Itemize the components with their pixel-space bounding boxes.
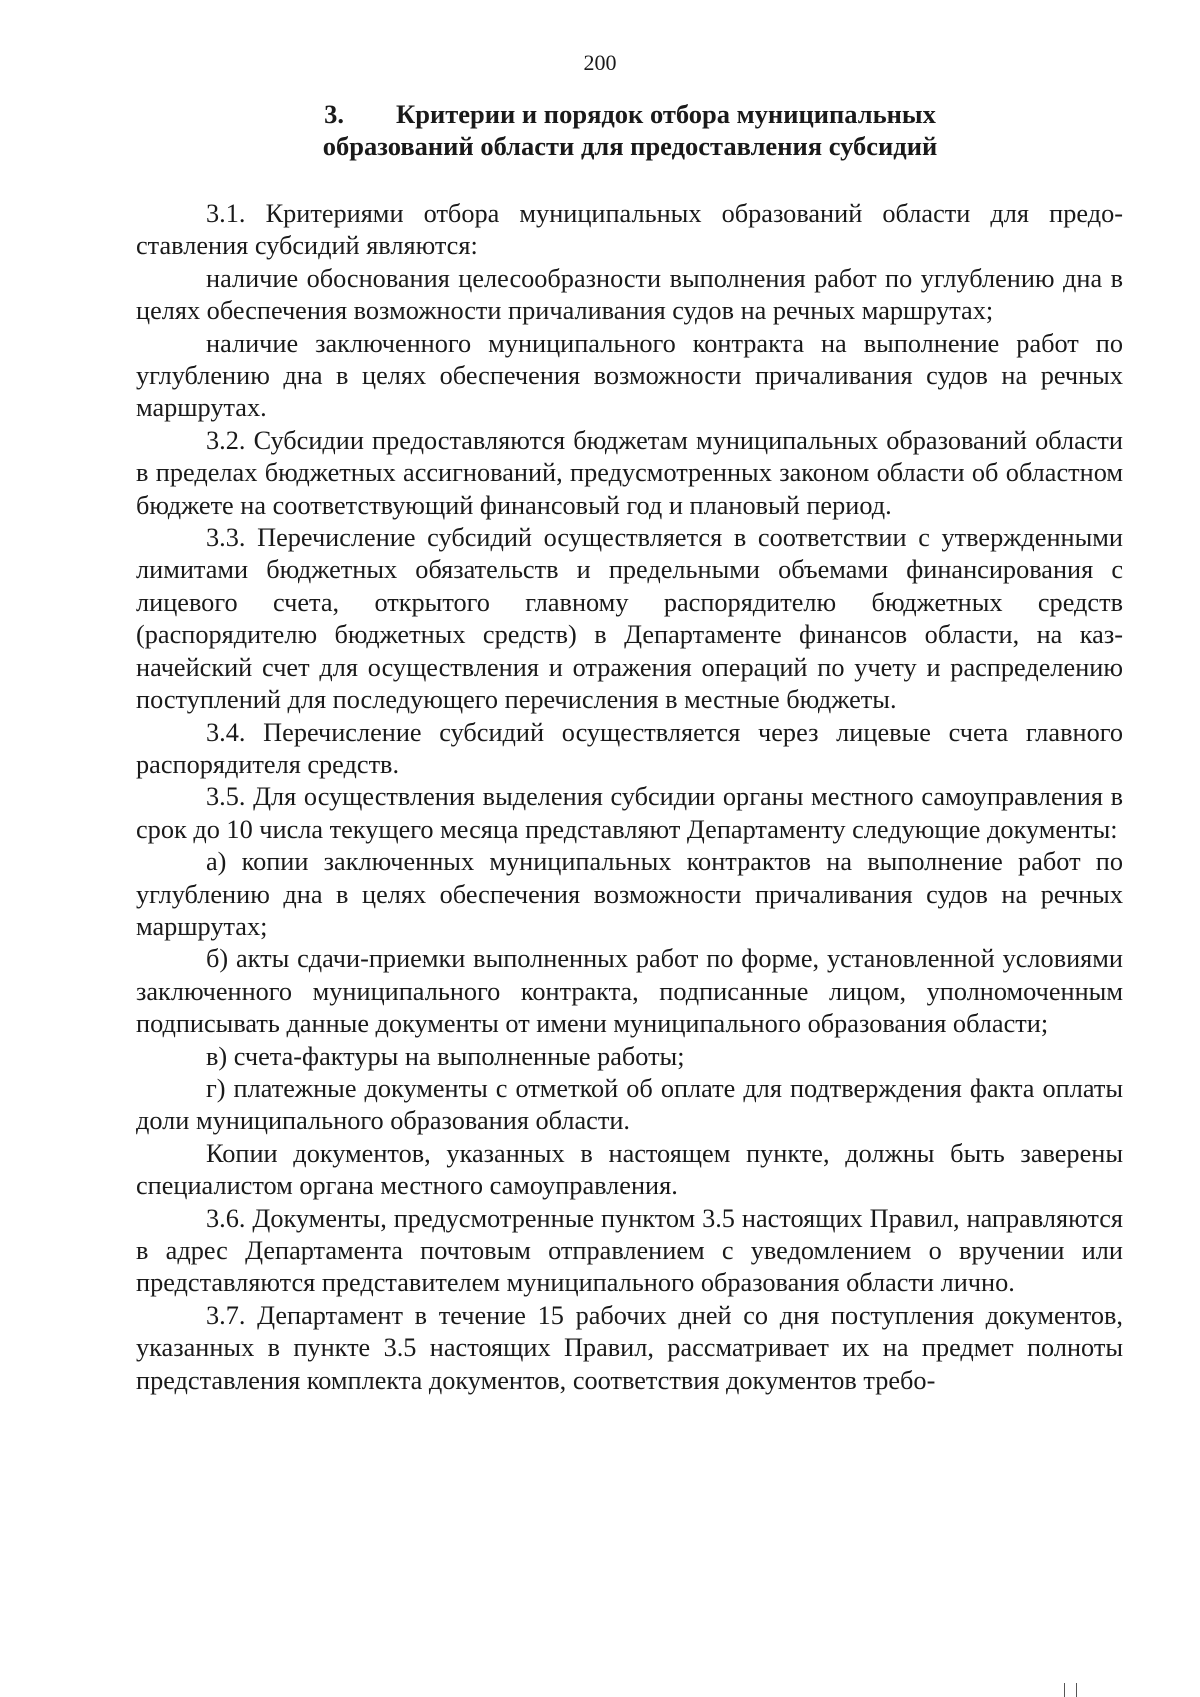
paragraph-3-5-b: б) акты сдачи-приемки выполненных работ по форме, установленной условиями заключенного муниципального контракта, подписанные лицом, уполномоченным подписывать данные документы от имени муниципального образования области; — [136, 944, 1123, 1039]
paragraph-3-5-v: в) счета-фактуры на выполненные работы; — [206, 1041, 685, 1071]
paragraph-criterion-1: наличие обоснования целесообразности выполнения работ по углублению дна в целях обеспечения возможности причаливания судов на речных маршрутах; — [136, 263, 1123, 326]
section-title-line-1 — [250, 98, 1010, 130]
section-title — [250, 98, 1010, 162]
paragraph-3-5-g: г) платежные документы с отметкой об оплате для подтверждения факта оплаты доли муниципального образования области. — [136, 1073, 1123, 1136]
paragraph-3-5-a: а) копии заключенных муниципальных контрактов на выполнение работ по углублению дна в целях обеспечения возможности причаливания судов на речных маршрутах; — [136, 847, 1123, 941]
paragraph-3-2: 3.2. Субсидии предоставляются бюджетам муниципальных образований области в пределах бюджетных ассигнований, предусмотренных законом области об областном бюджете на соответствующий финансовый год и плановый период. — [136, 425, 1123, 520]
paragraph-3-5: 3.5. Для осуществления выделения субсидии органы местного самоуправления в срок до 10 числа текущего месяца представляют Департаменту следующие документы: — [136, 782, 1123, 844]
paragraph-3-1: 3.1. Критериями отбора муниципальных образований области для предоставления субсидий являются: — [136, 199, 1123, 261]
section-title-text-1: Критерии и порядок отбора муниципальных — [396, 99, 936, 129]
paragraph-criterion-2: наличие заключенного муниципального контракта на выполнение работ по углублению дна в целях обеспечения возможности причаливания судов на речных маршрутах. — [136, 328, 1123, 423]
section-title-line-2: образований области для предоставления субсидий — [322, 131, 938, 161]
paragraph-3-3: 3.3. Перечисление субсидий осуществляется в соответствии с утвержденными лимитами бюджетных обязательств и предельными объемами финансирования с лицевого счета, открытого главному распорядителю бюджетных средств (распорядителю бюджетных средств) в Департаменте финансов области, на казначейский счет для осуществления и отражения операций по учету и распределению поступлений для последующего перечисления в местные бюджеты. — [136, 523, 1123, 715]
document-body — [136, 198, 1123, 1397]
paragraph-3-4: 3.4. Перечисление субсидий осуществляется через лицевые счета главного распорядителя средств. — [136, 717, 1123, 779]
paragraph-3-7: 3.7. Департамент в течение 15 рабочих дней со дня поступления документов, указанных в пункте 3.5 настоящих Правил, рассматривает их на предмет полноты представления комплекта документов, соответствия документов требо- — [136, 1300, 1123, 1395]
page-number: 200 — [583, 50, 617, 75]
paragraph-copies: Копии документов, указанных в настоящем пункте, должны быть заверены специалистом органа местного самоуправления. — [136, 1138, 1123, 1201]
section-number: 3. — [324, 99, 345, 129]
scan-edge-mark — [1062, 1683, 1082, 1697]
paragraph-3-6: 3.6. Документы, предусмотренные пунктом 3.5 настоящих Правил, направляются в адрес Департамента почтовым отправлением с уведомлением о вручении или представляются представителем муниципального образования области лично. — [136, 1203, 1123, 1298]
